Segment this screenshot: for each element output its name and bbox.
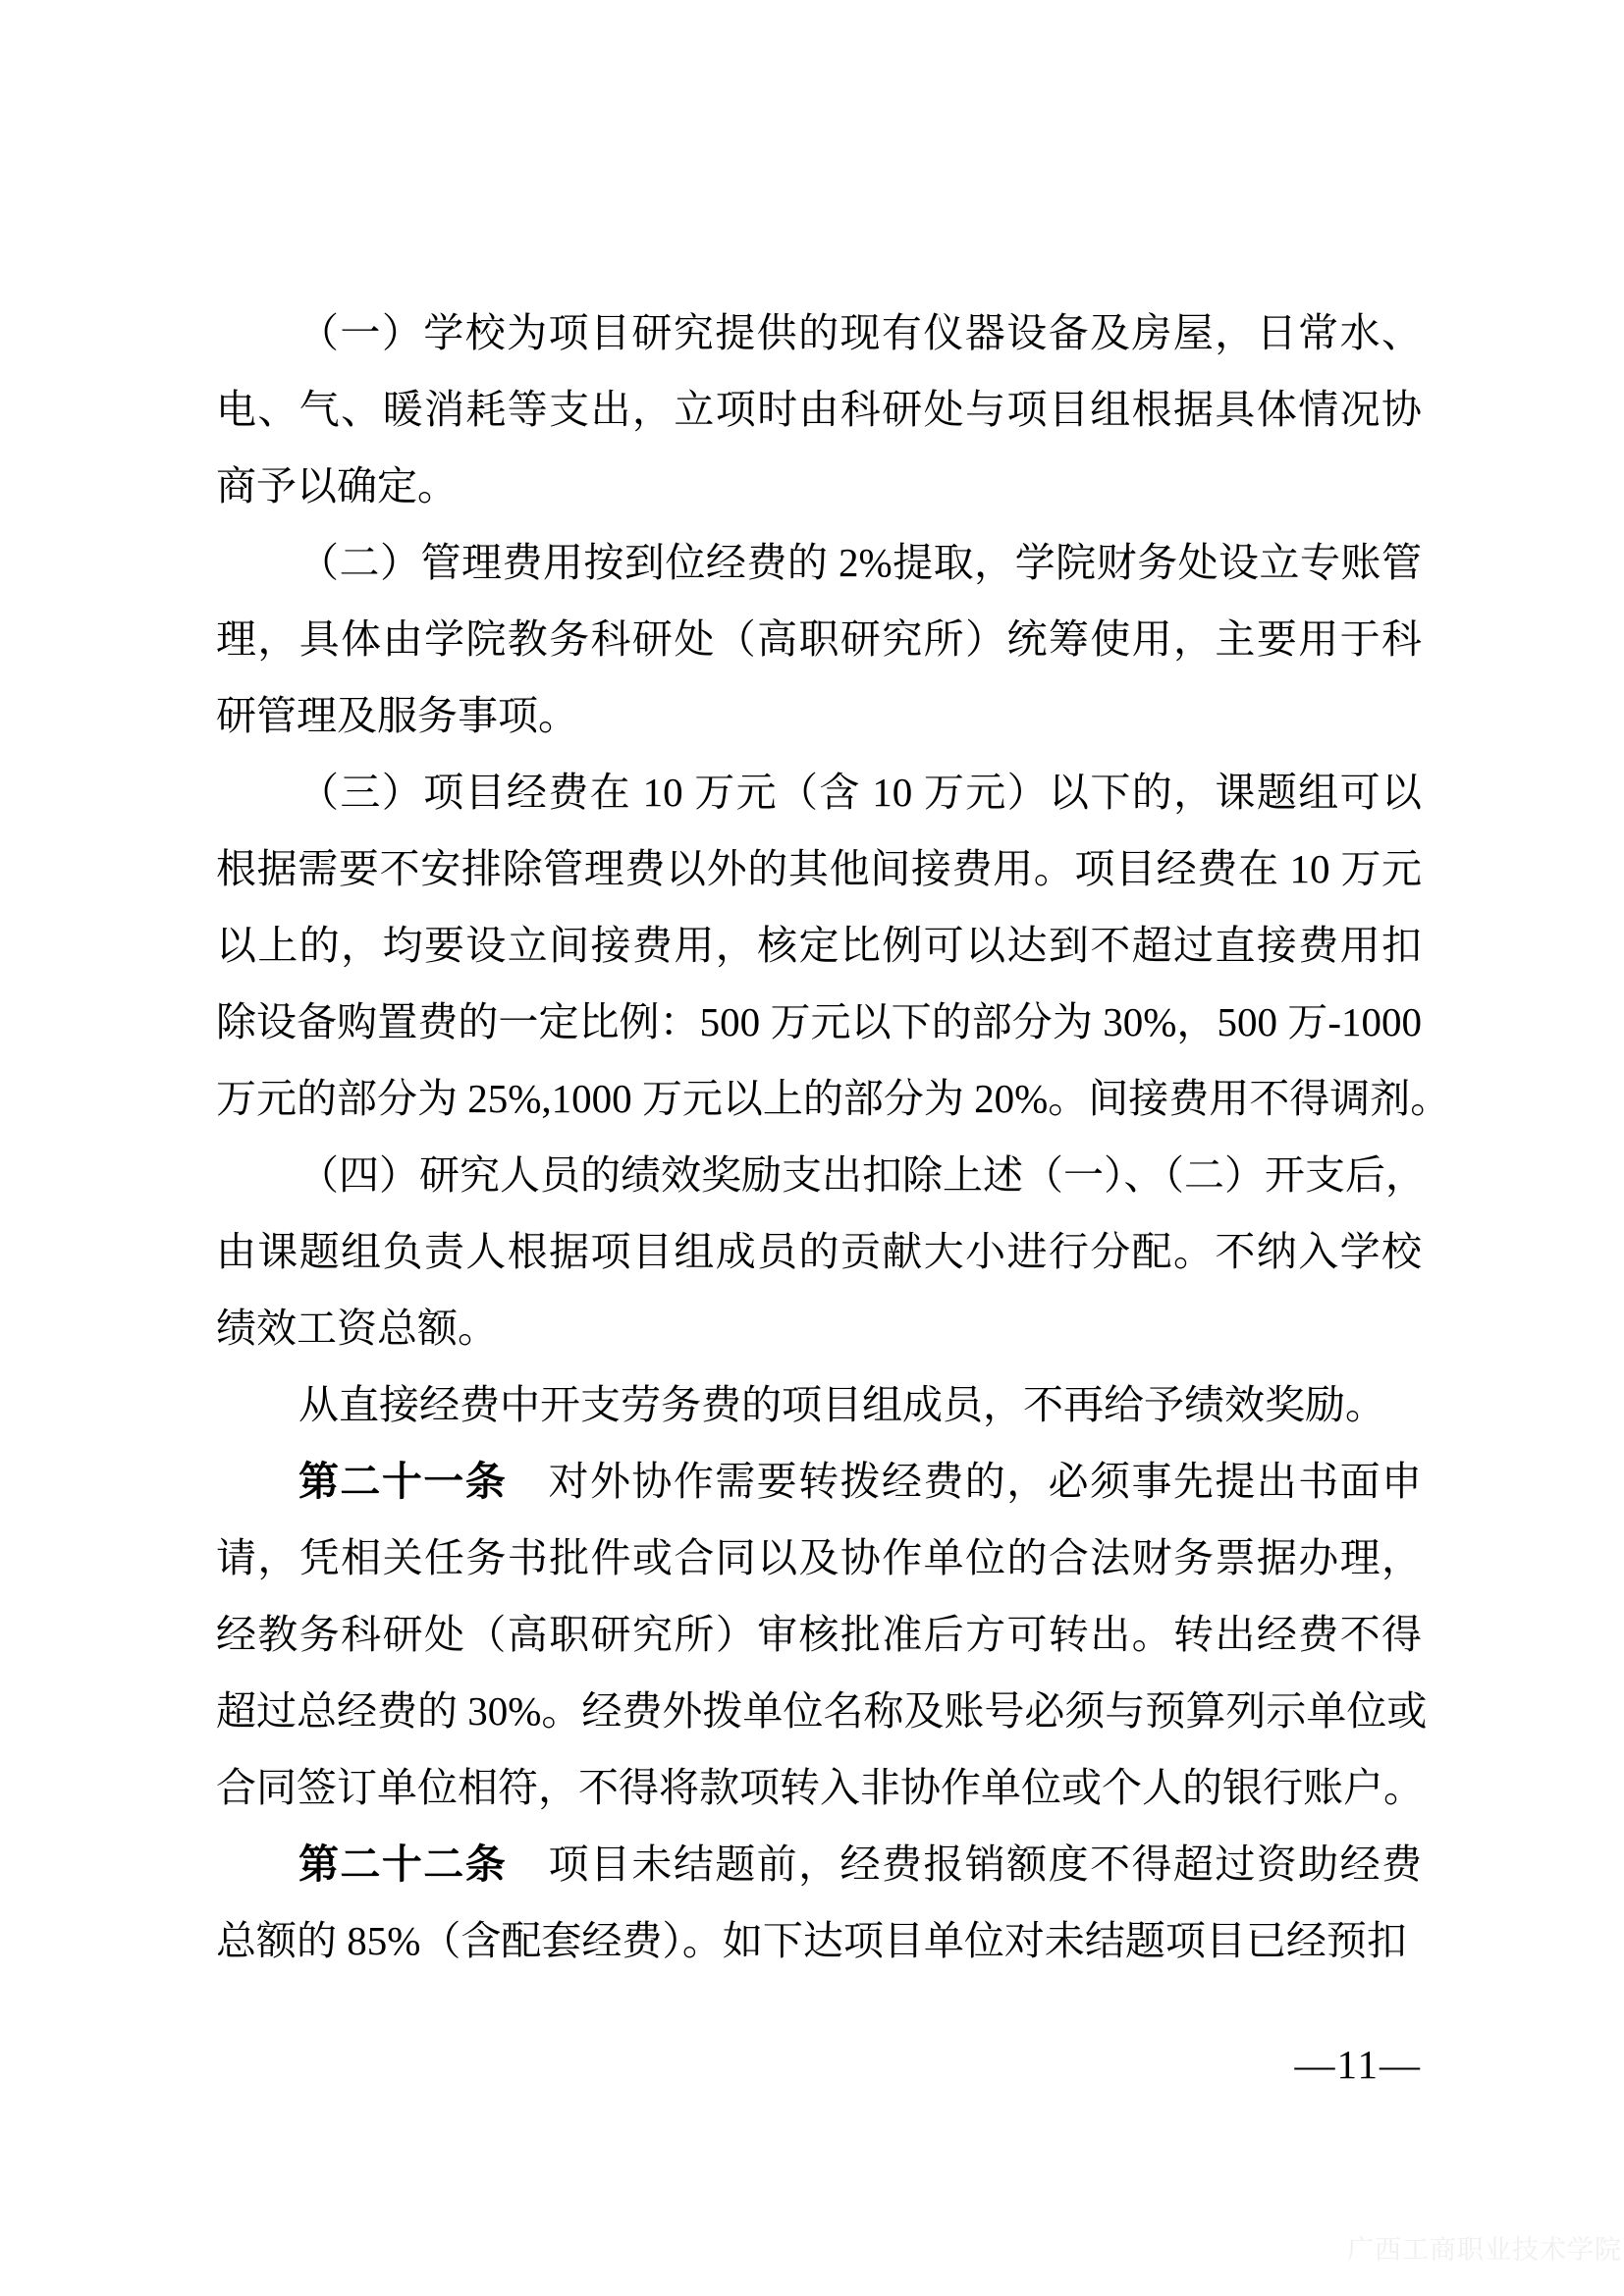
text-segment: 除设备购置费的一定比例：500 万元以下的部分为 30%，500 万-1000 — [216, 999, 1422, 1044]
text-segment: 理，具体由学院教务科研处（高职研究所）统筹使用，主要用于科 — [216, 616, 1422, 662]
text-segment: 项目未结题前，经费报销额度不得超过资助经费 — [507, 1842, 1423, 1887]
text-line — [216, 371, 1422, 448]
text-segment: 万元的部分为 25%,1000 万元以上的部分为 20%。间接费用不得调剂。 — [216, 1076, 1451, 1121]
text-segment: 请，凭相关任务书批件或合同以及协作单位的合法财务票据办理， — [216, 1535, 1422, 1580]
article-heading-segment: 第二十一条 — [298, 1459, 508, 1504]
text-line — [216, 907, 1422, 984]
text-segment: 绩效工资总额。 — [216, 1306, 498, 1351]
text-segment: 对外协作需要转拨经费的，必须事先提出书面申 — [507, 1459, 1423, 1504]
text-segment: 研管理及服务事项。 — [216, 693, 578, 738]
text-line — [216, 1060, 1451, 1137]
text-segment: 经教务科研处（高职研究所）审核批准后方可转出。转出经费不得 — [216, 1612, 1422, 1657]
page-number: —11— — [1294, 2042, 1422, 2087]
text-line — [216, 1749, 1422, 1826]
document-body — [216, 294, 1451, 1979]
text-segment: 以上的，均要设立间接费用，核定比例可以达到不超过直接费用扣 — [216, 923, 1422, 968]
text-line — [216, 1520, 1422, 1596]
text-line — [216, 1902, 1422, 1979]
text-line — [216, 294, 1422, 371]
paragraph-6 — [216, 1443, 1428, 1826]
text-segment: 商予以确定。 — [216, 463, 458, 508]
paragraph-4 — [216, 1137, 1426, 1366]
text-line — [216, 1137, 1426, 1213]
text-segment: 合同签订单位相符，不得将款项转入非协作单位或个人的银行账户。 — [216, 1765, 1424, 1810]
text-line — [216, 524, 1422, 601]
text-segment: 从直接经费中开支劳务费的项目组成员，不再给予绩效奖励。 — [298, 1382, 1385, 1427]
paragraph-3 — [216, 754, 1451, 1137]
text-segment: 由课题组负责人根据项目组成员的贡献大小进行分配。不纳入学校 — [216, 1229, 1422, 1274]
text-segment: 超过总经费的 30%。经费外拨单位名称及账号必须与预算列示单位或 — [216, 1688, 1428, 1734]
paragraph-2 — [216, 524, 1422, 754]
text-line — [216, 677, 1422, 754]
text-segment: 总额的 85%（含配套经费）。如下达项目单位对未结题项目已经预扣 — [216, 1918, 1407, 1963]
text-segment: 根据需要不安排除管理费以外的其他间接费用。项目经费在 10 万元 — [216, 846, 1422, 891]
watermark-text: 广西工商职业技术学院 — [1347, 2235, 1622, 2265]
text-line — [216, 830, 1422, 907]
text-line — [216, 984, 1422, 1060]
text-line — [216, 754, 1422, 830]
text-line — [216, 1443, 1422, 1520]
paragraph-1 — [216, 294, 1422, 524]
text-line — [216, 1213, 1422, 1290]
text-line — [216, 1366, 1422, 1443]
text-line — [216, 1596, 1422, 1673]
text-line — [216, 601, 1422, 677]
article-heading-segment: 第二十二条 — [298, 1842, 508, 1887]
paragraph-7 — [216, 1826, 1422, 1979]
text-line — [216, 1826, 1422, 1902]
text-segment: （四）研究人员的绩效奖励支出扣除上述（一）、（二）开支后， — [298, 1152, 1426, 1198]
text-line — [216, 448, 1422, 524]
text-segment: （二）管理费用按到位经费的 2%提取，学院财务处设立专账管 — [298, 540, 1422, 585]
text-line — [216, 1290, 1422, 1366]
text-segment: （一）学校为项目研究提供的现有仪器设备及房屋，日常水、 — [298, 310, 1422, 355]
text-segment: 电、气、暖消耗等支出，立项时由科研处与项目组根据具体情况协 — [216, 387, 1422, 432]
text-line — [216, 1673, 1428, 1749]
paragraph-5 — [216, 1366, 1422, 1443]
text-segment: （三）项目经费在 10 万元（含 10 万元）以下的，课题组可以 — [298, 770, 1422, 815]
